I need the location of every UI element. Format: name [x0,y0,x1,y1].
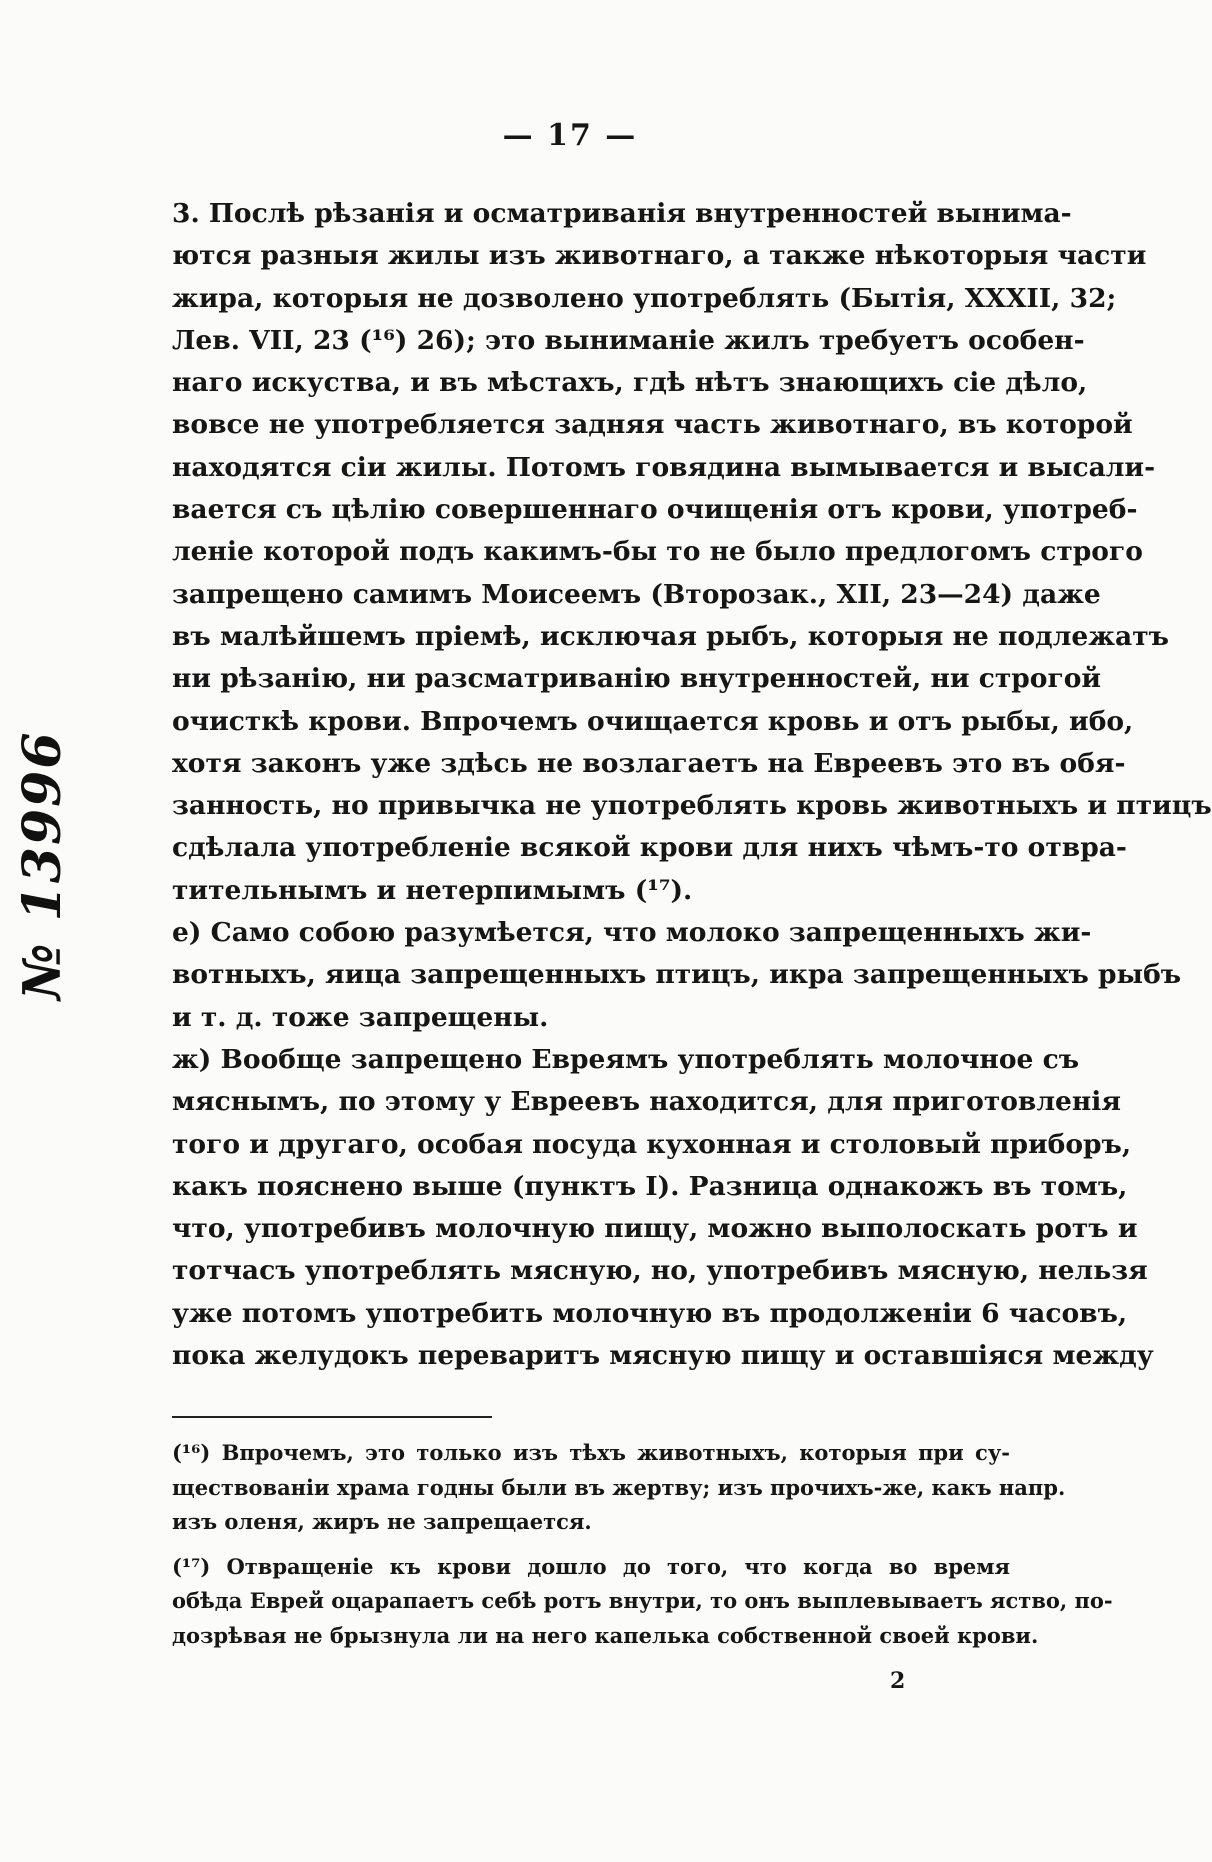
text-line: вовсе не употребляется задняя часть животнаго, въ которой [172,409,1133,441]
text-line: жира, которыя не дозволено употреблять (Бытія, XXXII, 32; [172,282,1117,314]
text-line: Лев. VII, 23 (¹⁶) 26); это выниманіе жилъ требуетъ особен- [172,324,1085,356]
text-line: хотя законъ уже здѣсь не возлагаетъ на Евреевъ это въ обя- [172,747,1126,779]
handwritten-margin-note: № 13996 [12,730,73,1000]
footnote-16 [172,1436,1066,1540]
text-line: ются разныя жилы изъ животнаго, а также нѣкоторыя части [172,240,1147,272]
main-text [172,193,1212,1377]
text-line: наго искуства, и въ мѣстахъ, гдѣ нѣтъ знающихъ сіе дѣло, [172,367,1088,399]
text-line: мяснымъ, по этому у Евреевъ находится, для приготовленія [172,1086,1121,1118]
text-line: того и другаго, особая посуда кухонная и столовый приборъ, [172,1128,1132,1160]
text-line: ни рѣзанію, ни разсматриванію внутренностей, ни строгой [172,663,1102,695]
footnote-17 [172,1550,1113,1654]
signature-mark: 2 [890,1668,906,1694]
footnote-line: ществованіи храма годны были въ жертву; изъ прочихъ-же, какъ напр. [172,1474,1066,1500]
text-line: леніе которой подъ какимъ-бы то не было предлогомъ строго [172,536,1143,568]
text-line: уже потомъ употребить молочную въ продолженіи 6 часовъ, [172,1297,1128,1329]
text-line: сдѣлала употребленіе всякой крови для нихъ чѣмъ-то отвра- [172,832,1127,864]
text-line: и т. д. тоже запрещены. [172,1001,549,1033]
text-line: запрещено самимъ Моисеемъ (Второзак., XII, 23—24) даже [172,578,1101,610]
text-line: какъ пояснено выше (пунктъ I). Разница однакожъ въ томъ, [172,1170,1128,1202]
text-line: тотчасъ употреблять мясную, но, употребивъ мясную, нельзя [172,1255,1148,1287]
text-line: 3. Послѣ рѣзанія и осматриванія внутренностей вынима- [172,198,1072,229]
text-line: очисткѣ крови. Впрочемъ очищается кровь и отъ рыбы, ибо, [172,705,1134,737]
text-line: въ малѣйшемъ пріемѣ, исключая рыбъ, которыя не подлежатъ [172,620,1169,652]
text-line: находятся сіи жилы. Потомъ говядина вымывается и высали- [172,451,1156,483]
footnote-line: изъ оленя, жиръ не запрещается. [172,1509,592,1534]
text-line: пока желудокъ переваритъ мясную пищу и оставшіяся между [172,1340,1154,1372]
page-number: — 17 — [502,118,638,153]
text-line: занность, но привычка не употреблять кровь животныхъ и птицъ [172,790,1212,822]
footnote-line: обѣда Еврей оцарапаетъ себѣ ротъ внутри, то онъ выплевываетъ яство, по- [172,1588,1113,1613]
text-line: что, употребивъ молочную пищу, можно выполоскать ротъ и [172,1213,1138,1245]
text-line: тительнымъ и нетерпимымъ (¹⁷). [172,874,693,906]
footnote-line: дозрѣвая не брызнула ли на него капелька собственной своей крови. [172,1622,1039,1648]
footnote-line: (¹⁶) Впрочемъ, это только изъ тѣхъ животныхъ, которыя при су- [172,1440,1010,1465]
footnotes [172,1436,1113,1653]
footnote-line: (¹⁷) Отвращеніе къ крови дошло до того, что когда во время [172,1553,1010,1579]
footnote-divider [172,1416,492,1418]
text-line: вается съ цѣлію совершеннаго очищенія отъ крови, употреб- [172,494,1138,526]
text-line: ж) Вообще запрещено Евреямъ употреблять молочное съ [172,1043,1080,1075]
text-line: е) Само собою разумѣется, что молоко запрещенныхъ жи- [172,917,1092,949]
text-line: вотныхъ, яица запрещенныхъ птицъ, икра запрещенныхъ рыбъ [172,959,1182,991]
